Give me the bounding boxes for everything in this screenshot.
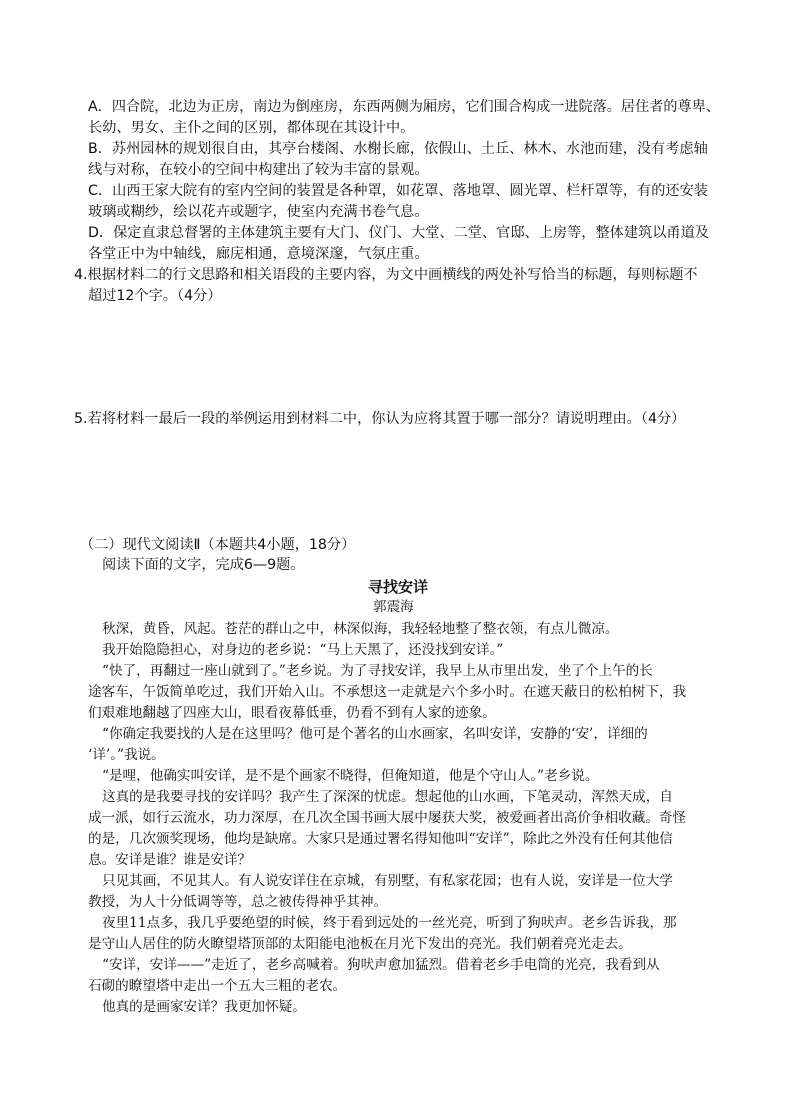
story-paragraph-line: “是哩，他确实叫安详，是不是个画家不晓得，但俺知道，他是个守山人。”老乡说。 [102, 768, 599, 784]
story-paragraph-line: “你确定我要找的人是在这里吗？他可是个著名的山水画家，名叫安详，安静的‘安’，详细的 [102, 726, 648, 742]
story-paragraph-line: 教授，为人十分低调等等，总之被传得神乎其神。 [88, 894, 388, 910]
section-heading: （二）现代文阅读Ⅱ（本题共4小题，18分） [80, 537, 356, 553]
question-5-line-1: 5.若将材料一最后一段的举例运用到材料二中，你认为应将其置于哪一部分？请说明理由。（4分） [74, 411, 686, 427]
question-4-line-1: 4.根据材料二的行文思路和相关语段的主要内容，为文中画横线的两处补写恰当的标题，每则标题不 [74, 267, 698, 283]
story-paragraph-line: 石砌的瞭望塔中走出一个五大三粗的老农。 [88, 978, 347, 994]
option-d-line-1: D．保定直隶总督署的主体建筑主要有大门、仪门、大堂、二堂、官邸、上房等，整体建筑以甬道及 [88, 225, 709, 241]
story-paragraph-line: 只见其画，不见其人。有人说安详住在京城，有别墅，有私家花园；也有人说，安详是一位大学 [102, 873, 673, 889]
story-author: 郭震海 [373, 599, 414, 615]
story-paragraph-line: 是守山人居住的防火瞭望塔顶部的太阳能电池板在月光下发出的亮光。我们朝着亮光走去。 [88, 936, 632, 952]
story-paragraph-line: 他真的是画家安详？我更加怀疑。 [102, 999, 306, 1015]
question-4-line-2: 超过12个字。（4分） [88, 288, 222, 304]
story-paragraph-line: 这真的是我要寻找的安详吗？我产生了深深的忧虑。想起他的山水画，下笔灵动，浑然天成，自 [102, 789, 673, 805]
story-paragraph-line: “安详，安详——”走近了，老乡高喊着。狗吠声愈加猛烈。借着老乡手电筒的光亮，我看到从 [102, 957, 660, 973]
story-paragraph-line: 我开始隐隐担心，对身边的老乡说：“马上天黑了，还没找到安详。” [102, 642, 504, 658]
option-c-line-1: C．山西王家大院有的室内空间的装置是各种罩，如花罩、落地罩、圆光罩、栏杆罩等，有的还安装 [88, 183, 708, 199]
story-paragraph-line: ‘详’。”我说。 [88, 747, 165, 763]
story-paragraph-line: 们艰难地翻越了四座大山，眼看夜幕低垂，仍看不到有人家的迹象。 [88, 705, 496, 721]
option-c-line-2: 玻璃或糊纱，绘以花卉或题字，使室内充满书卷气息。 [88, 204, 429, 220]
story-title: 寻找安详 [368, 578, 429, 596]
story-paragraph-line: “快了，再翻过一座山就到了。”老乡说。为了寻找安详，我早上从市里出发，坐了个上午的长 [102, 663, 653, 679]
story-paragraph-line: 息。安详是谁？谁是安详？ [88, 852, 252, 868]
story-paragraph-line: 夜里11点多，我几乎要绝望的时候，终于看到远处的一丝光亮，听到了狗吠声。老乡告诉我，那 [102, 915, 677, 931]
story-paragraph-line: 成一派，如行云流水，功力深厚，在几次全国书画大展中屡获大奖，被爱画者出高价争相收藏。奇怪 [88, 810, 687, 826]
option-a-line-2: 长幼、男女、主仆之间的区别，都体现在其设计中。 [88, 120, 415, 136]
option-a-line-1: A．四合院，北边为正房，南边为倒座房，东西两侧为厢房，它们围合构成一进院落。居住者的尊卑、 [88, 99, 720, 115]
story-paragraph-line: 的是，几次颁奖现场，他均是缺席。大家只是通过署名得知他叫“安详”，除此之外没有任何其他信 [88, 831, 673, 847]
section-instruction: 阅读下面的文字，完成6—9题。 [102, 557, 305, 573]
story-paragraph-line: 秋深，黄昏，风起。苍茫的群山之中，林深似海，我轻轻地整了整衣领，有点儿微凉。 [102, 621, 619, 637]
option-b-line-1: B．苏州园林的规划很自由，其亭台楼阁、水榭长廊，依假山、土丘、林木、水池而建，没有考虑轴 [88, 141, 708, 157]
option-b-line-2: 线与对称，在较小的空间中构建出了较为丰富的景观。 [88, 162, 429, 178]
option-d-line-2: 各堂正中为中轴线，廊庑相通，意境深邃，气氛庄重。 [88, 246, 429, 262]
story-paragraph-line: 途客车，午饭简单吃过，我们开始入山。不承想这一走就是六个多小时。在遮天蔽日的松柏树下，我 [88, 684, 687, 700]
